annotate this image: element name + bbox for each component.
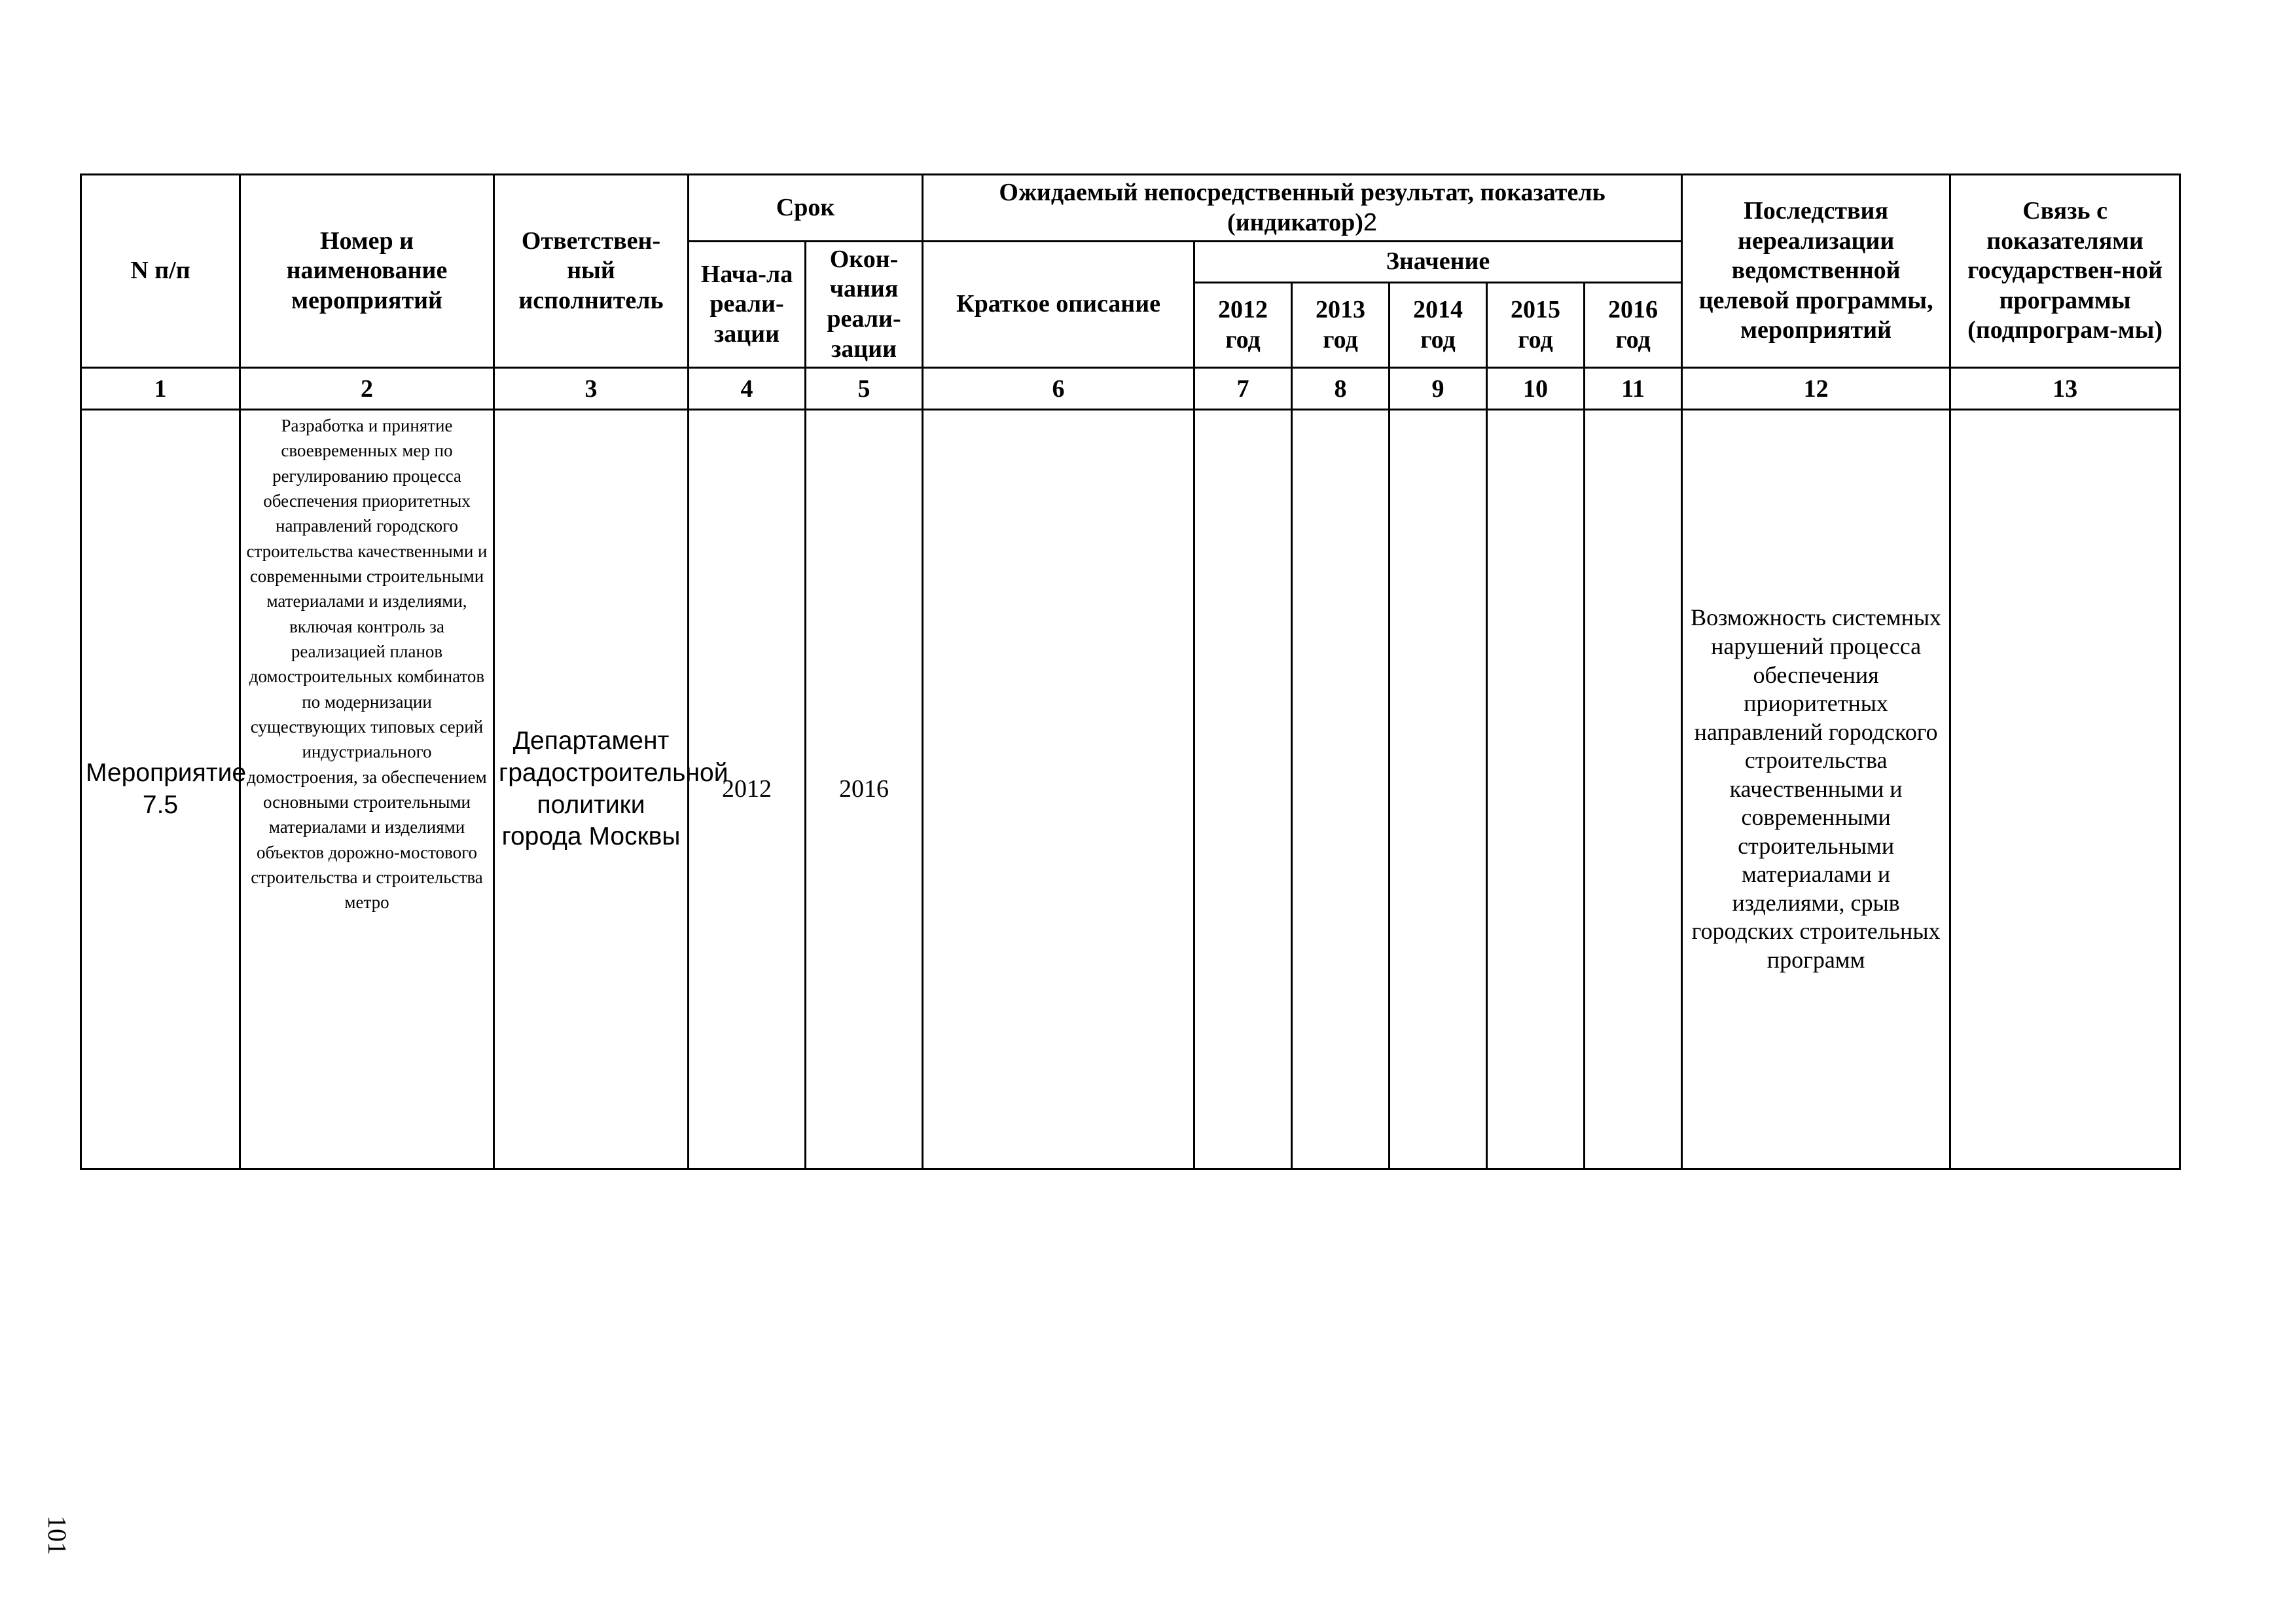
column-number-11: 11 [1585,368,1682,410]
measures-table [80,173,2181,1170]
column-number-12: 12 [1682,368,1950,410]
page-number: 101 [43,1516,73,1555]
column-number-4: 4 [689,368,806,410]
header-term-start: Нача-ла реали-зации [689,242,806,368]
header-year-2012: 2012 год [1194,283,1292,368]
column-number-5: 5 [806,368,923,410]
header-result-text: Ожидаемый непосредственный результат, показатель (индикатор) [999,178,1605,236]
column-number-9: 9 [1390,368,1487,410]
row-value-2013 [1292,410,1390,1169]
header-year-2013: 2013 год [1292,283,1390,368]
row-value-2014 [1390,410,1487,1169]
header-link: Связь с показателями государствен-ной программы (подпрограм-мы) [1950,175,2180,368]
column-number-6: 6 [923,368,1194,410]
header-num: N п/п [81,175,240,368]
header-consequences: Последствия нереализации ведомственной целевой программы, мероприятий [1682,175,1950,368]
header-result-superscript: 2 [1363,208,1378,236]
column-number-1: 1 [81,368,240,410]
header-result [923,175,1682,242]
row-responsible: Департамент градостроительной политики города Москвы [494,410,689,1169]
row-value-2015 [1487,410,1585,1169]
header-name: Номер и наименование мероприятий [240,175,494,368]
column-number-7: 7 [1194,368,1292,410]
row-description [923,410,1194,1169]
row-start: 2012 [689,410,806,1169]
column-number-8: 8 [1292,368,1390,410]
column-number-3: 3 [494,368,689,410]
row-consequences: Возможность системных нарушений процесса обеспечения приоритетных направлений городского строительства качественными и современными строительными материалами и изделиями, срыв городских строительных программ [1682,410,1950,1169]
header-year-2014: 2014 год [1390,283,1487,368]
header-term-end: Окон-чания реали-зации [806,242,923,368]
header-responsible: Ответствен-ный исполнитель [494,175,689,368]
table-row [81,410,2180,1169]
column-number-13: 13 [1950,368,2180,410]
header-value: Значение [1194,242,1682,283]
row-end: 2016 [806,410,923,1169]
header-year-2016: 2016 год [1585,283,1682,368]
header-year-2015: 2015 год [1487,283,1585,368]
row-value-2012 [1194,410,1292,1169]
row-value-2016 [1585,410,1682,1169]
row-name: Разработка и принятие своевременных мер по регулированию процесса обеспечения приоритетных направлений городского строительства качественными и современными строительными материалами и изделиями, включая контроль за реализацией планов домостроительных комбинатов по модернизации существующих типовых серий индустриального домостроения, за обеспечением основными строительными материалами и изделиями объектов дорожно-мостового строительства и строительства метро [240,410,494,1169]
column-number-2: 2 [240,368,494,410]
column-number-10: 10 [1487,368,1585,410]
row-number: Мероприятие 7.5 [81,410,240,1169]
header-description: Краткое описание [923,242,1194,368]
row-link [1950,410,2180,1169]
header-term: Срок [689,175,923,242]
